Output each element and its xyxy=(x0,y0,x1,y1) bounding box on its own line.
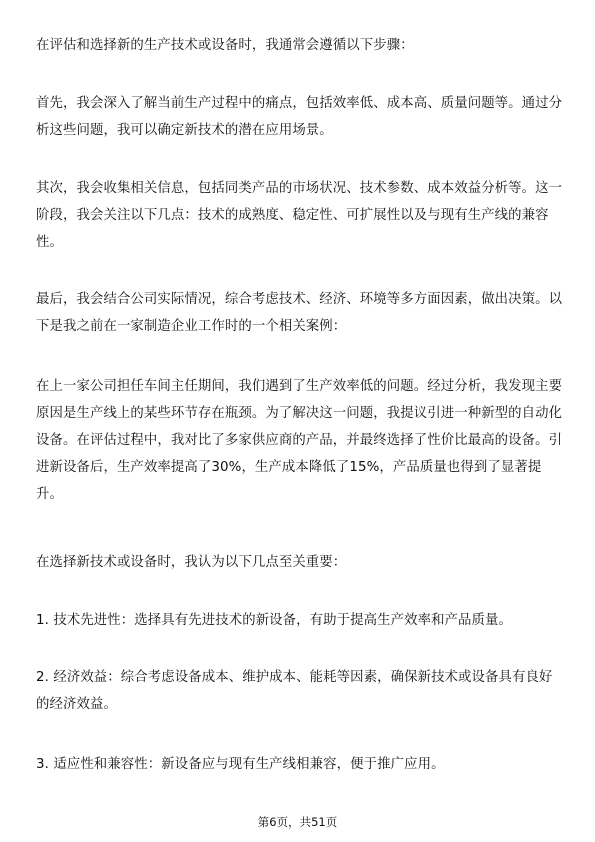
list-item-economic-benefit: 2. 经济效益：综合考虑设备成本、维护成本、能耗等因素，确保新技术或设备具有良好的经济效益。 xyxy=(36,670,553,712)
page-number: 第6页，共51页 xyxy=(257,815,338,829)
paragraph-final-step: 最后，我会结合公司实际情况，综合考虑技术、经济、环境等多方面因素，做出决策。以下是我之前在一家制造企业工作时的一个相关案例： xyxy=(36,292,563,334)
list-item-advancement: 1. 技术先进性：选择具有先进技术的新设备，有助于提高生产效率和产品质量。 xyxy=(36,613,513,628)
paragraph-first-step: 首先，我会深入了解当前生产过程中的痛点，包括效率低、成本高、质量问题等。通过分析这些问题，我可以确定新技术的潜在应用场景。 xyxy=(36,96,563,138)
list-item-compatibility: 3. 适应性和兼容性：新设备应与现有生产线相兼容，便于推广应用。 xyxy=(36,757,445,772)
paragraph-case-study: 在上一家公司担任车间主任期间，我们遇到了生产效率低的问题。经过分析，我发现主要原因是生产线上的某些环节存在瓶颈。为了解决这一问题，我提议引进一种新型的自动化设备。在评估过程中，我对比了多家供应商的产品，并最终选择了性价比最高的设备。引进新设备后，生产效率提高了30%，生产成本降低了15%，产品质量也得到了显著提升。 xyxy=(36,379,563,502)
paragraph-key-points-intro: 在选择新技术或设备时，我认为以下几点至关重要： xyxy=(36,555,347,570)
paragraph-second-step: 其次，我会收集相关信息，包括同类产品的市场状况、技术参数、成本效益分析等。这一阶段，我会关注以下几点：技术的成熟度、稳定性、可扩展性以及与现有生产线的兼容性。 xyxy=(36,181,563,250)
paragraph-intro: 在评估和选择新的生产技术或设备时，我通常会遵循以下步骤： xyxy=(36,38,414,53)
